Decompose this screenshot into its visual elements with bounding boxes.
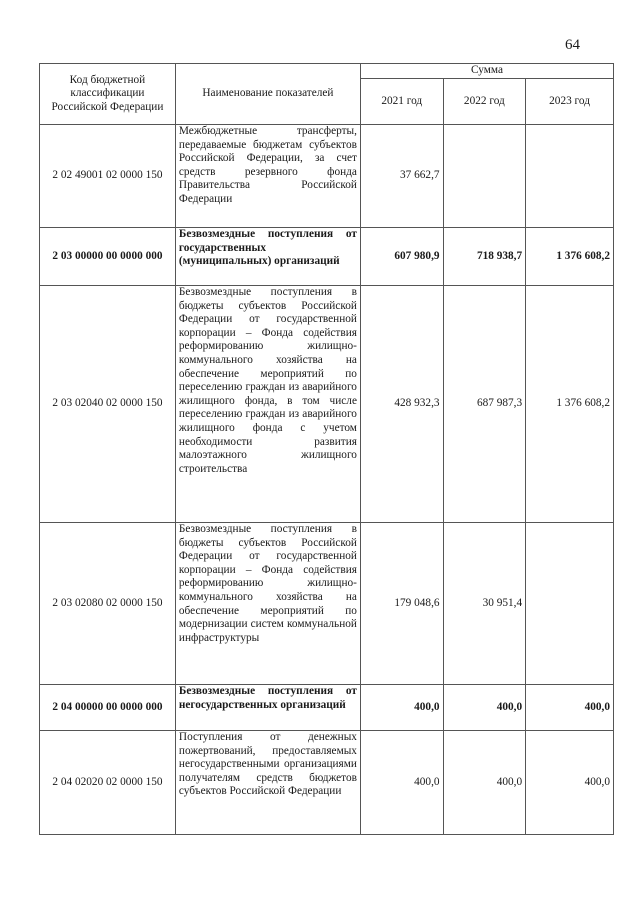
header-year-2021: 2021 год xyxy=(360,79,443,125)
row-code: 2 03 00000 00 0000 000 xyxy=(40,228,176,286)
row-name: Безвозмездные поступления в бюджеты субъектов Российской Федерации от государственной корпорации – Фонда содействия реформированию жилищно-коммунального хозяйства на обеспечение мероприятий по переселению граждан из аварийного жилищного фонда, в том числе переселению граждан из аварийного жилищного фонда с учетом необходимости развития малоэтажного жилищного строительства xyxy=(175,286,360,523)
row-value-2022: 30 951,4 xyxy=(443,523,526,685)
header-code: Код бюджетной классификации Российской Федерации xyxy=(40,64,176,125)
row-value-2021: 179 048,6 xyxy=(360,523,443,685)
row-value-2021: 428 932,3 xyxy=(360,286,443,523)
table-row xyxy=(40,731,614,835)
table-row xyxy=(40,125,614,228)
row-value-2021: 400,0 xyxy=(360,685,443,731)
budget-table xyxy=(39,63,614,835)
row-value-2022: 687 987,3 xyxy=(443,286,526,523)
row-code: 2 04 00000 00 0000 000 xyxy=(40,685,176,731)
row-value-2021: 400,0 xyxy=(360,731,443,835)
row-value-2023: 1 376 608,2 xyxy=(526,286,614,523)
header-year-2022: 2022 год xyxy=(443,79,526,125)
row-value-2021: 37 662,7 xyxy=(360,125,443,228)
row-name: Безвозмездные поступления в бюджеты субъектов Российской Федерации от государственной корпорации – Фонда содействия реформированию жилищно-коммунального хозяйства на обеспечение мероприятий по модернизации систем коммунальной инфраструктуры xyxy=(175,523,360,685)
row-name: Межбюджетные трансферты, передаваемые бюджетам субъектов Российской Федерации, за счет средств резервного фонда Правительства Российской Федерации xyxy=(175,125,360,228)
table-row xyxy=(40,286,614,523)
row-code: 2 03 02080 02 0000 150 xyxy=(40,523,176,685)
table-row xyxy=(40,685,614,731)
page-number: 64 xyxy=(565,37,580,53)
row-value-2023: 400,0 xyxy=(526,731,614,835)
row-code: 2 03 02040 02 0000 150 xyxy=(40,286,176,523)
row-name: Безвозмездные поступления от государственных (муниципальных) организаций xyxy=(175,228,360,286)
row-name: Безвозмездные поступления от негосударственных организаций xyxy=(175,685,360,731)
row-value-2022: 400,0 xyxy=(443,685,526,731)
row-value-2023: 400,0 xyxy=(526,685,614,731)
row-value-2022: 718 938,7 xyxy=(443,228,526,286)
header-year-2023: 2023 год xyxy=(526,79,614,125)
row-name: Поступления от денежных пожертвований, предоставляемых негосударственными организациями получателям средств бюджетов субъектов Российской Федерации xyxy=(175,731,360,835)
table-row xyxy=(40,228,614,286)
row-value-2023: 1 376 608,2 xyxy=(526,228,614,286)
header-sum: Сумма xyxy=(360,64,613,79)
row-value-2021: 607 980,9 xyxy=(360,228,443,286)
row-value-2023 xyxy=(526,125,614,228)
row-code: 2 02 49001 02 0000 150 xyxy=(40,125,176,228)
row-value-2022: 400,0 xyxy=(443,731,526,835)
row-value-2023 xyxy=(526,523,614,685)
row-value-2022 xyxy=(443,125,526,228)
row-code: 2 04 02020 02 0000 150 xyxy=(40,731,176,835)
table-row xyxy=(40,523,614,685)
header-name: Наименование показателей xyxy=(175,64,360,125)
